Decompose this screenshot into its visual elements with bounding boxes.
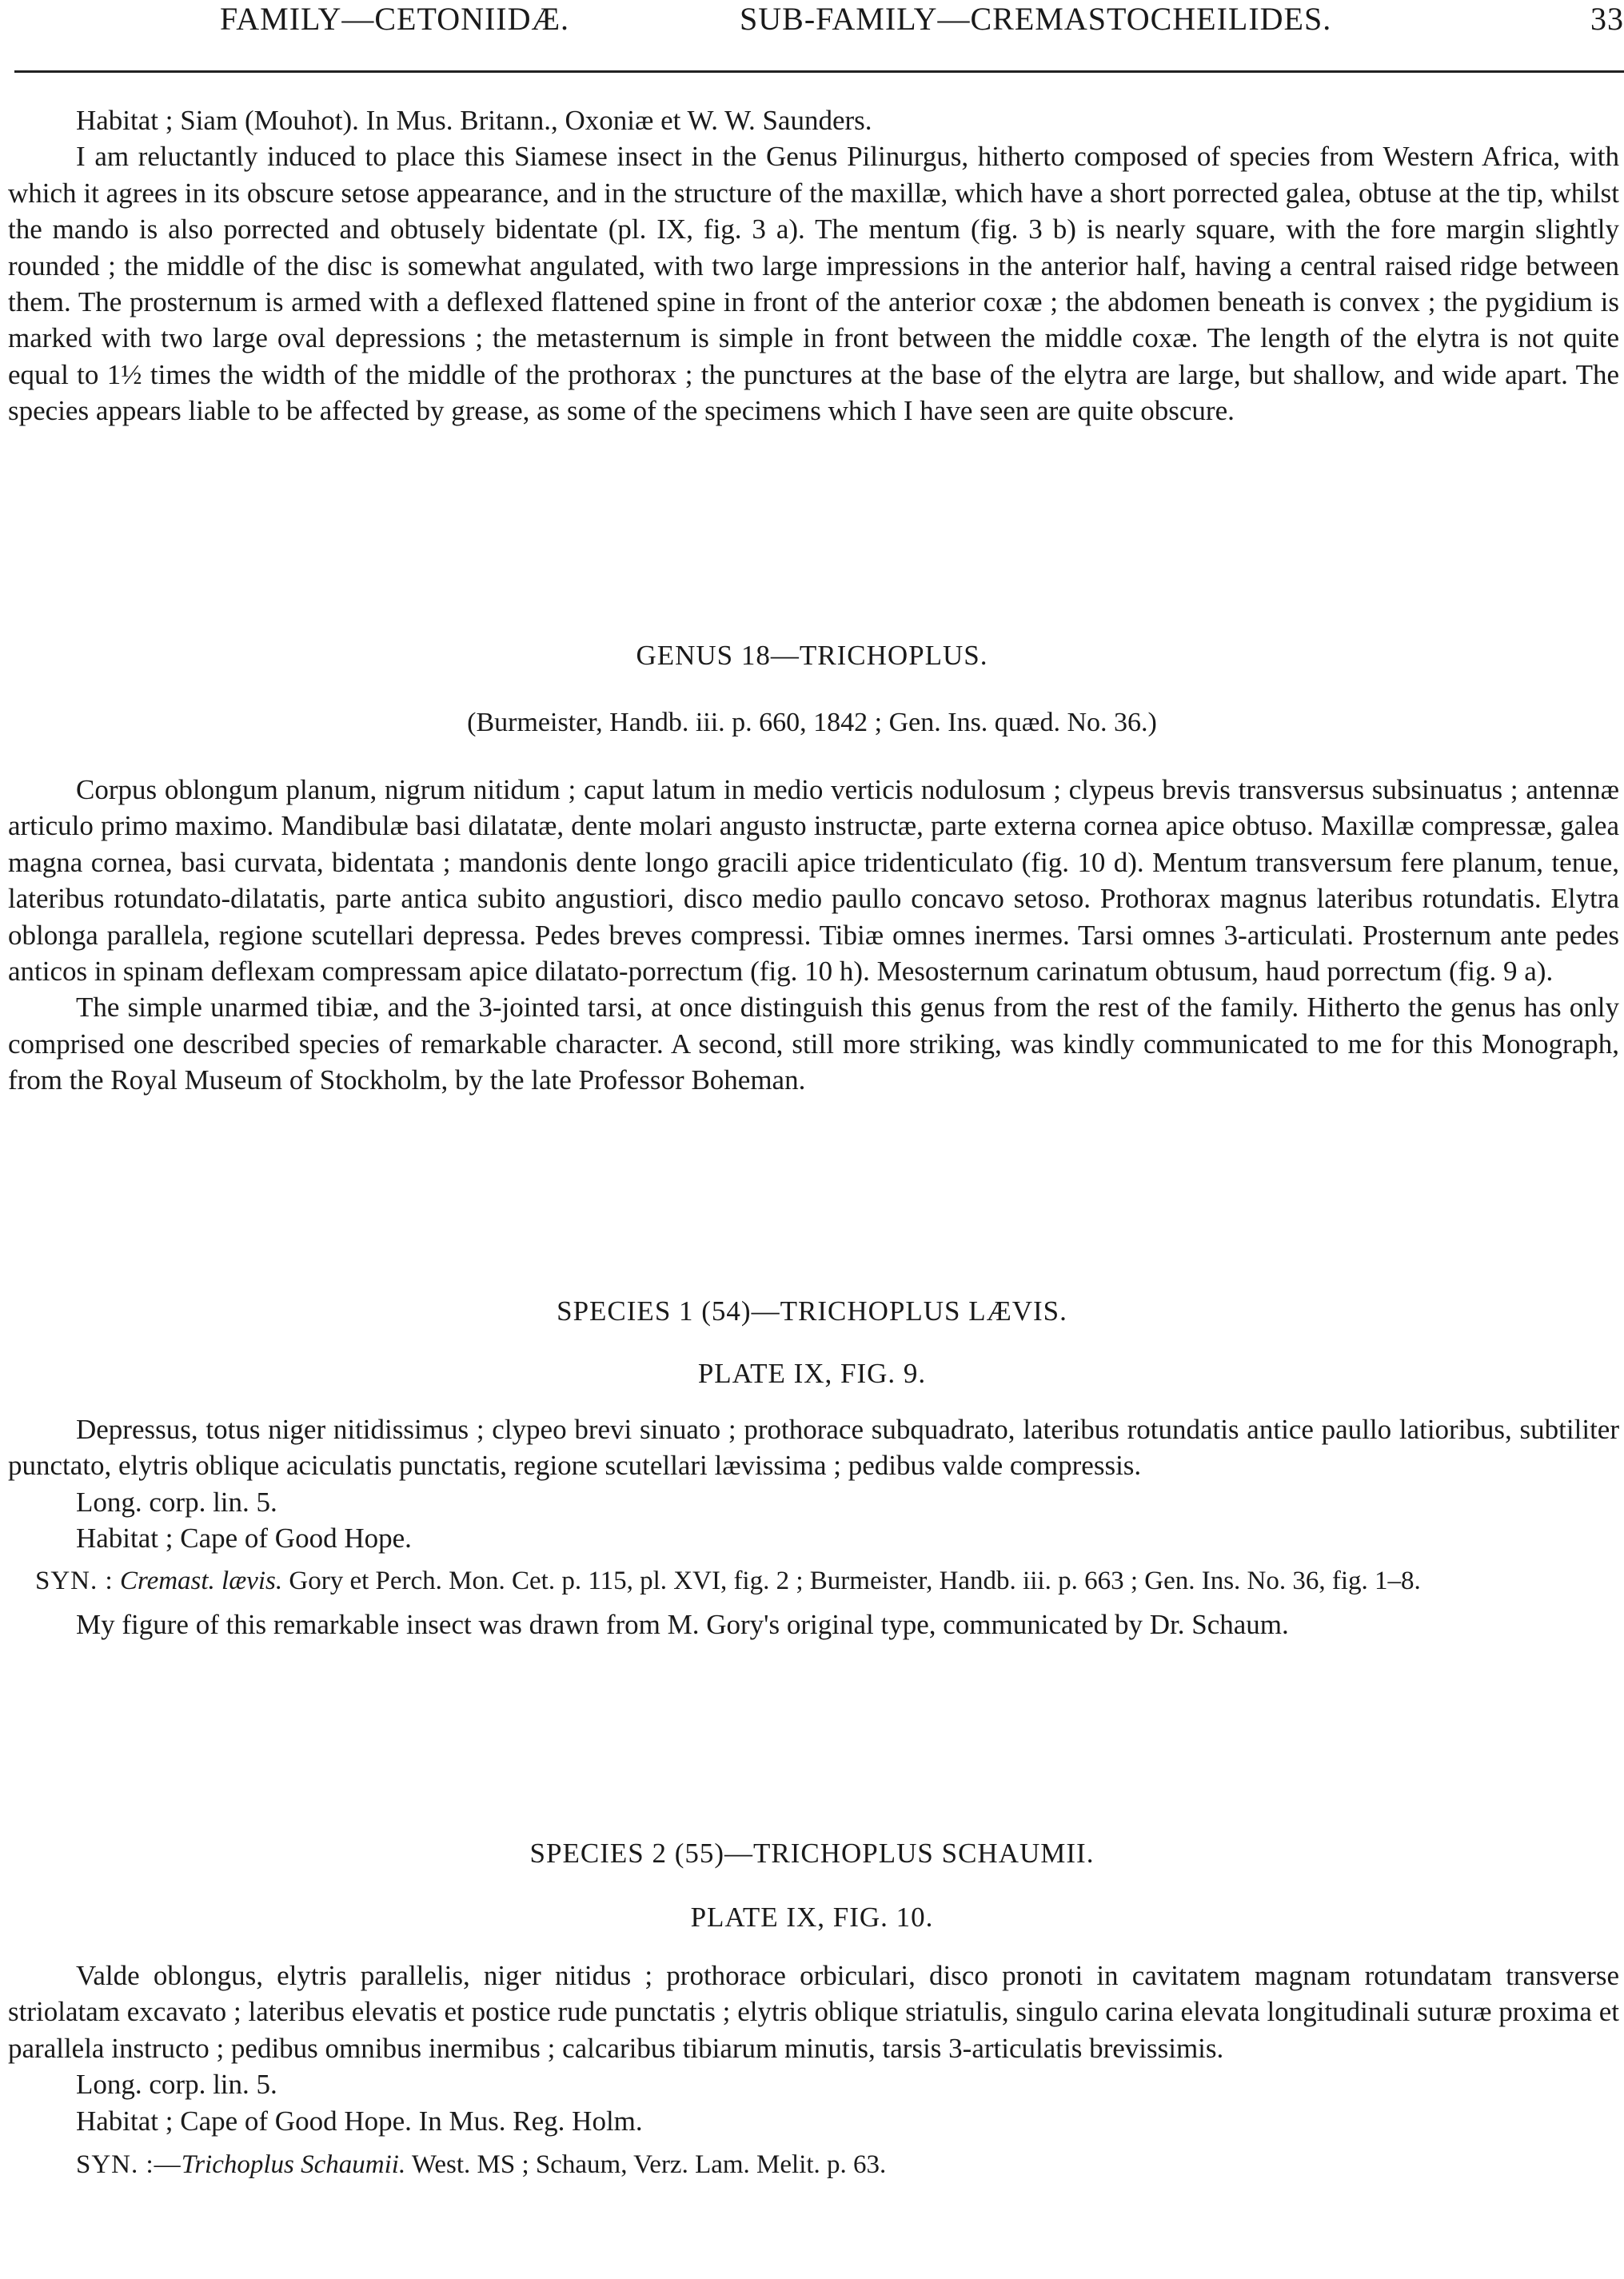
genus-reference: (Burmeister, Handb. iii. p. 660, 1842 ; Gen. Ins. quæd. No. 36.) <box>467 708 1157 737</box>
genus-remarks: The simple unarmed tibiæ, and the 3-jointed tarsi, at once distinguish this genus from the rest of the family. Hitherto the genus has only comprised one described species of remarkable character. A second, still more striking, was kindly communicated to me for this Monograph, from the Royal Museum of Stockholm, by the late Professor Boheman. <box>8 992 1619 1096</box>
genus-section <box>8 772 1619 1099</box>
species1-syn-text: Gory et Perch. Mon. Cet. p. 115, pl. XVI, fig. 2 ; Burmeister, Handb. iii. p. 663 ; Gen. Ins. No. 36, fig. 1–8. <box>289 1566 1421 1595</box>
species1-note: My figure of this remarkable insect was drawn from M. Gory's original type, communicated by Dr. Schaum. <box>76 1608 1289 1640</box>
header-rule <box>14 70 1624 73</box>
genus-description: Corpus oblongum planum, nigrum nitidum ; caput latum in medio verticis nodulosum ; clypeus brevis transversus subsinuatus ; antennæ articulo primo maximo. Mandibulæ basi dilatatæ, dente molari angusto instructæ, parte externa cornea apice obtuso. Maxillæ compressæ, galea magna cornea, basi curvata, bidentata ; mandonis dente longo gracili apice tridenticulato (fig. 10 d). Mentum transversum fere planum, tenue, lateribus rotundato-dilatatis, parte antica subito angustiori, disco medio paullo concavo setoso. Prothorax magnus lateribus rotundatis. Elytra oblonga parallela, regione scutellari depressa. Pedes breves compressi. Tibiæ omnes inermes. Tarsi omnes 3-articulati. Prosternum ante pedes anticos in spinam deflexam compressam apice dilatato-porrectum (fig. 10 h). Mesosternum carinatum obtusum, haud porrectum (fig. 9 a). <box>8 774 1619 988</box>
species2-habitat: Habitat ; Cape of Good Hope. In Mus. Reg. Holm. <box>76 2105 643 2137</box>
species1-plate: PLATE IX, FIG. 9. <box>697 1358 927 1389</box>
species1-syn-name: Cremast. lævis. <box>119 1566 283 1595</box>
species2-syn-label: SYN. :— <box>76 2150 182 2180</box>
species2-plate: PLATE IX, FIG. 10. <box>690 1902 934 1933</box>
page-number: 33 <box>1590 1 1624 37</box>
species2-synonymy <box>8 2147 1619 2182</box>
species2-length: Long. corp. lin. 5. <box>76 2069 277 2101</box>
species1-synonymy <box>8 1563 1619 1598</box>
running-head-family: FAMILY—CETONIIDÆ. <box>220 1 570 37</box>
intro-paragraph: I am reluctantly induced to place this Siamese insect in the Genus Pilinurgus, hitherto composed of species from Western Africa, with which it agrees in its obscure setose appearance, and in the structure of the maxillæ, which have a short porrected galea, obtuse at the tip, whilst the mando is also porrected and obtusely bidentate (pl. IX, fig. 3 a). The mentum (fig. 3 b) is nearly square, with the fore margin slightly rounded ; the middle of the disc is somewhat angulated, with two large impressions in the anterior half, having a central raised ridge between them. The prosternum is armed with a deflexed flattened spine in front of the anterior coxæ ; the abdomen beneath is convex ; the pygidium is marked with two large oval depressions ; the metasternum is simple in front between the middle coxæ. The length of the elytra is not quite equal to 1½ times the width of the middle of the prothorax ; the punctures at the base of the elytra are large, but shallow, and wide apart. The species appears liable to be affected by grease, as some of the specimens which I have seen are quite obscure. <box>8 141 1619 427</box>
genus-heading: GENUS 18—TRICHOPLUS. <box>636 640 988 671</box>
species2-syn-name: Trichoplus Schaumii. <box>181 2150 406 2180</box>
species1-heading: SPECIES 1 (54)—TRICHOPLUS LÆVIS. <box>557 1295 1067 1327</box>
species2-section <box>8 1958 1619 2182</box>
species2-heading: SPECIES 2 (55)—TRICHOPLUS SCHAUMII. <box>529 1838 1095 1869</box>
species2-diagnosis: Valde oblongus, elytris parallelis, niger nitidus ; prothorace orbiculari, disco pronoti in cavitatem magnam rotundatam transverse striolatam excavato ; lateribus elevatis et postice rude punctatis ; elytris oblique striatulis, singulo carina elevata longitudinali suturæ proxima et parallela instructo ; pedibus omnibus inermibus ; calcaribus tibiarum minutis, tarsis 3-articulatis brevissimis. <box>8 1960 1619 2064</box>
species1-habitat: Habitat ; Cape of Good Hope. <box>76 1523 412 1555</box>
species1-diagnosis: Depressus, totus niger nitidissimus ; clypeo brevi sinuato ; prothorace subquadrato, lateribus rotundatis antice paullo latioribus, subtiliter punctato, elytris oblique aciculatis punctatis, regione scutellari lævissima ; pedibus valde compressis. <box>8 1414 1619 1482</box>
species1-syn-label: SYN. : <box>35 1566 114 1595</box>
intro-habitat: Habitat ; Siam (Mouhot). In Mus. Britann., Oxoniæ et W. W. Saunders. <box>76 105 872 136</box>
species2-syn-text: West. MS ; Schaum, Verz. Lam. Melit. p. 63. <box>411 2150 887 2180</box>
intro-section <box>8 102 1619 429</box>
running-head-subfamily: SUB-FAMILY—CREMASTOCHEILIDES. <box>740 1 1332 37</box>
species1-section <box>8 1411 1619 1642</box>
running-head <box>0 0 1624 48</box>
species1-length: Long. corp. lin. 5. <box>76 1486 277 1518</box>
